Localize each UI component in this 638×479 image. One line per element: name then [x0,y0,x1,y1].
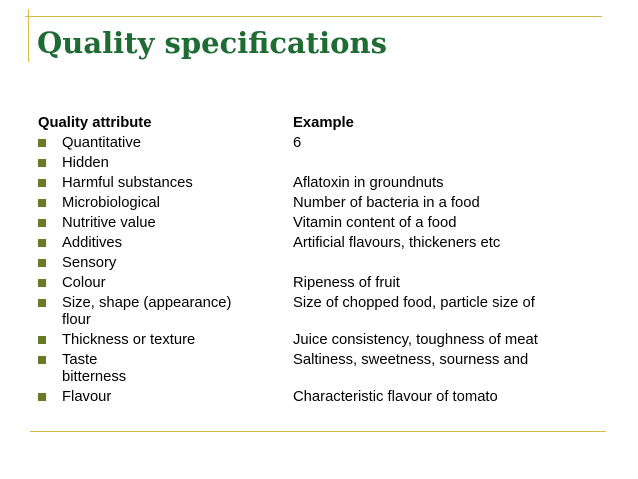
square-bullet-icon [38,175,62,192]
attribute-text [62,275,106,292]
left-divider [28,9,29,62]
square-bullet-icon [38,155,62,172]
table-row [38,233,598,253]
attribute-cell [38,352,293,386]
attribute-label: Microbiological [62,194,160,211]
attribute-label: Size, shape (appearance) [62,294,232,311]
attribute-text [62,155,109,172]
attribute-cell [38,275,293,292]
square-bullet-icon [38,215,62,232]
table-row [38,253,598,273]
table-row [38,133,598,153]
table-row [38,213,598,233]
example-cell: Size of chopped food, particle size of [293,294,535,311]
table-header [38,113,598,133]
attribute-cell [38,295,293,329]
square-bullet-icon [38,295,62,329]
attribute-text [62,295,231,329]
square-bullet-icon [38,275,62,292]
attribute-label: Harmful substances [62,174,193,191]
attribute-cell [38,255,293,272]
attribute-cell [38,235,293,252]
table-row [38,153,598,173]
attribute-text [62,175,193,192]
attribute-label-continuation: bitterness [62,368,127,385]
attribute-cell [38,175,293,192]
bottom-divider [30,431,606,432]
attribute-cell [38,389,293,406]
attribute-text [62,389,111,406]
example-cell: Vitamin content of a food [293,214,457,231]
attribute-text [62,235,122,252]
slide-title: Quality specifications [37,26,387,60]
example-cell: Artificial flavours, thickeners etc [293,234,501,251]
square-bullet-icon [38,352,62,386]
attribute-cell [38,332,293,349]
attribute-label-continuation: flour [62,311,91,328]
example-cell: Ripeness of fruit [293,274,400,291]
attribute-label: Hidden [62,154,109,171]
attribute-label: Quantitative [62,134,141,151]
example-cell: 6 [293,134,302,151]
table-row [38,193,598,213]
attribute-label: Colour [62,274,106,291]
header-example: Example [293,115,354,131]
table-row [38,387,598,407]
attribute-text [62,352,126,386]
table-row [38,330,598,350]
attribute-label: Thickness or texture [62,331,196,348]
table-row [38,293,598,330]
example-cell: Number of bacteria in a food [293,194,480,211]
square-bullet-icon [38,235,62,252]
attribute-cell [38,195,293,212]
attribute-cell [38,215,293,232]
attribute-text [62,215,156,232]
attribute-label: Sensory [62,254,117,271]
example-cell: Aflatoxin in groundnuts [293,174,444,191]
attribute-label: Nutritive value [62,214,156,231]
square-bullet-icon [38,389,62,406]
attribute-text [62,195,160,212]
top-divider [25,16,602,17]
attribute-text [62,255,116,272]
example-cell: Juice consistency, toughness of meat [293,331,538,348]
attribute-label: Additives [62,234,123,251]
table-row [38,350,598,387]
square-bullet-icon [38,135,62,152]
attribute-text [62,332,195,349]
example-cell: Saltiness, sweetness, sourness and [293,351,529,368]
square-bullet-icon [38,195,62,212]
attribute-cell [38,155,293,172]
attribute-label: Flavour [62,388,112,405]
table-body [38,133,598,407]
attribute-text [62,135,141,152]
header-attribute: Quality attribute [38,115,152,131]
attribute-label: Taste [62,351,98,368]
attribute-cell [38,135,293,152]
square-bullet-icon [38,255,62,272]
specifications-table [38,113,598,407]
table-row [38,173,598,193]
table-row [38,273,598,293]
square-bullet-icon [38,332,62,349]
example-cell: Characteristic flavour of tomato [293,388,498,405]
